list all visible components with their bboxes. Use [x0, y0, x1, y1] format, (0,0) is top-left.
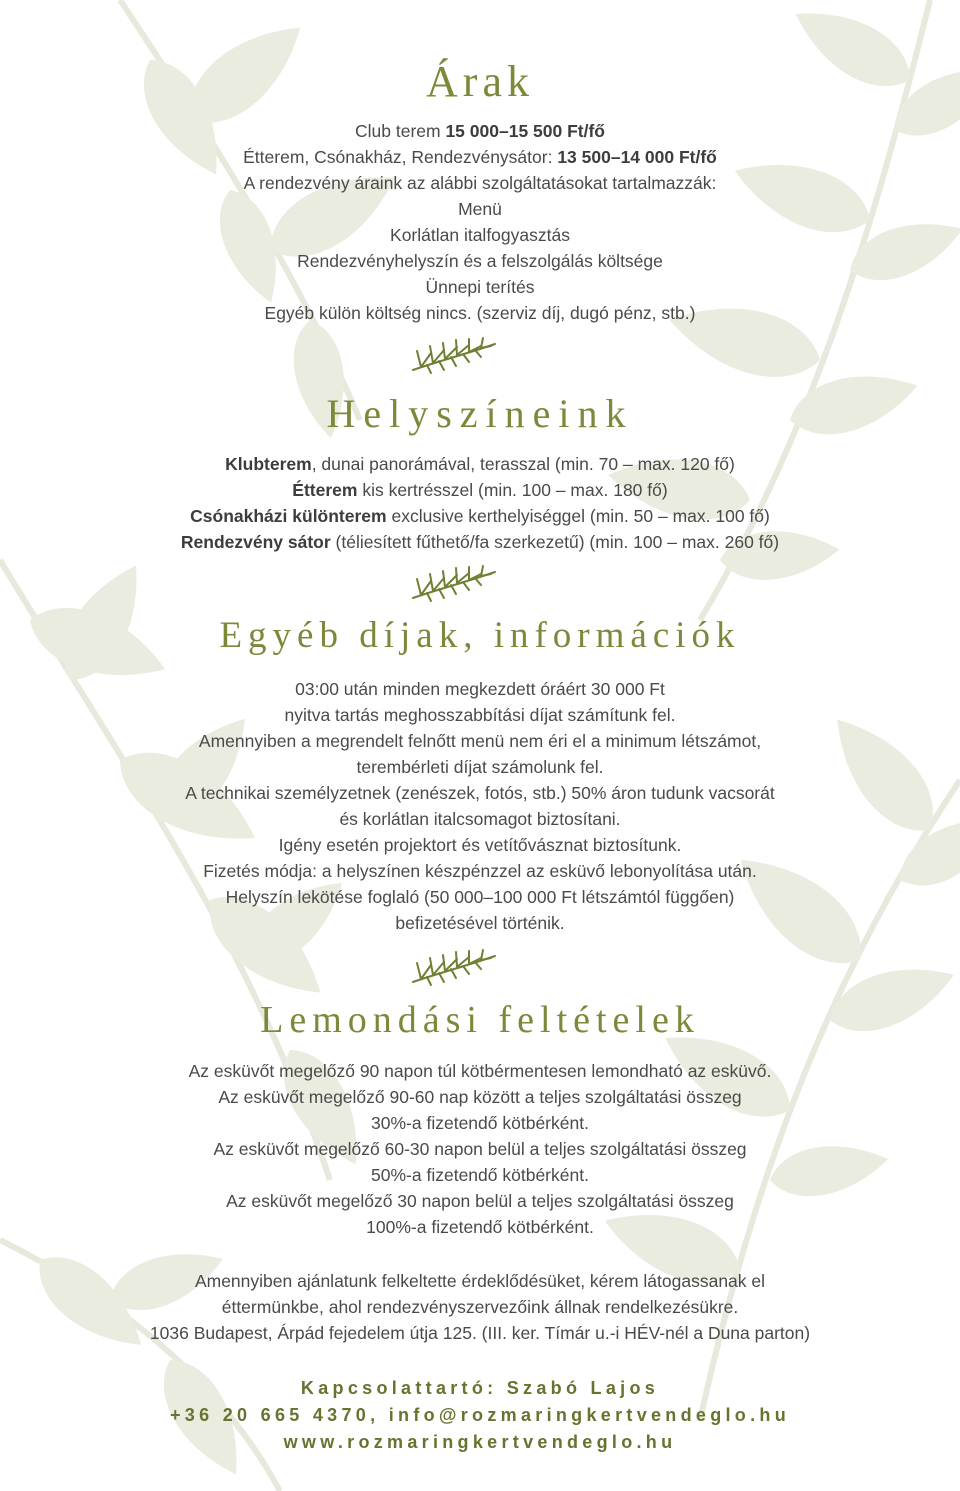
info-line: Az esküvőt megelőző 90-60 nap között a teljes szolgáltatási összeg: [218, 1087, 742, 1107]
closing-text: [0, 1268, 960, 1346]
info-line: A technikai személyzetnek (zenészek, fotós, stb.) 50% áron tudunk vacsorát: [185, 783, 775, 803]
cancellation-list: [0, 1058, 960, 1240]
section-title-egyeb: Egyéb díjak, információk: [219, 615, 741, 656]
price-line-etterem: Étterem, Csónakház, Rendezvénysátor: 13 500–14 000 Ft/fő: [243, 147, 717, 167]
info-line: Egyéb külön költség nincs. (szerviz díj, dugó pénz, stb.): [264, 303, 696, 323]
info-line: Rendezvényhelyszín és a felszolgálás költsége: [297, 251, 663, 271]
info-line: Helyszín lekötése foglaló (50 000–100 000 Ft létszámtól függően): [225, 887, 735, 907]
venue-line: Csónakházi különterem exclusive kerthelyiséggel (min. 50 – max. 100 fő): [190, 506, 770, 526]
info-line: befizetésével történik.: [395, 913, 565, 933]
venue-line: Rendezvény sátor (téliesített fűthető/fa szerkezetű) (min. 100 – max. 260 fő): [180, 532, 780, 552]
contact-phone-email[interactable]: +36 20 665 4370, info@rozmaringkertvendeglo.hu: [169, 1405, 790, 1425]
info-line: Az esküvőt megelőző 30 napon belül a teljes szolgáltatási összeg: [226, 1191, 734, 1211]
info-line: A rendezvény áraink az alábbi szolgáltatásokat tartalmazzák:: [243, 173, 717, 193]
venue-line: Klubterem, dunai panorámával, terasszal (min. 70 – max. 120 fő): [225, 454, 735, 474]
info-line: Ünnepi terítés: [425, 277, 535, 297]
info-line: Menü: [458, 199, 502, 219]
info-line: 50%-a fizetendő kötbérként.: [371, 1165, 589, 1185]
rosemary-sprig-icon: [411, 948, 497, 988]
contact-person: Kapcsolattartó: Szabó Lajos: [300, 1378, 660, 1398]
info-line: Igény esetén projektort és vetítővásznat biztosítunk.: [278, 835, 682, 855]
info-line: és korlátlan italcsomagot biztosítani.: [339, 809, 621, 829]
rosemary-sprig-icon: [411, 564, 497, 604]
venue-line: Étterem kis kertrésszel (min. 100 – max. 180 fő): [292, 480, 668, 500]
info-line: 03:00 után minden megkezdett óráért 30 000 Ft: [295, 679, 665, 699]
section-title-arak: Árak: [426, 57, 534, 106]
prices-list: [0, 118, 960, 326]
venues-list: [0, 451, 960, 555]
info-line: 30%-a fizetendő kötbérként.: [371, 1113, 589, 1133]
info-line: Amennyiben a megrendelt felnőtt menü nem éri el a minimum létszámot,: [198, 731, 762, 751]
address-line: 1036 Budapest, Árpád fejedelem útja 125. (III. ker. Tímár u.-i HÉV-nél a Duna parton): [149, 1323, 811, 1343]
info-line: Fizetés módja: a helyszínen készpénzzel az esküvő lebonyolítása után.: [203, 861, 757, 881]
info-line: Az esküvőt megelőző 90 napon túl kötbérmentesen lemondható az esküvő.: [188, 1061, 772, 1081]
info-line: 100%-a fizetendő kötbérként.: [366, 1217, 594, 1237]
info-line: nyitva tartás meghosszabbítási díjat számítunk fel.: [284, 705, 676, 725]
website-link[interactable]: www.rozmaringkertvendeglo.hu: [283, 1432, 677, 1452]
info-line: terembérleti díjat számolunk fel.: [356, 757, 604, 777]
section-title-helyszineink: Helyszíneink: [326, 391, 634, 436]
info-line: Korlátlan italfogyasztás: [390, 225, 570, 245]
info-line: éttermünkbe, ahol rendezvényszervezőink állnak rendelkezésükre.: [221, 1297, 739, 1317]
info-line: Az esküvőt megelőző 60-30 napon belül a teljes szolgáltatási összeg: [213, 1139, 747, 1159]
fees-list: [0, 676, 960, 936]
section-title-lemondasi: Lemondási feltételek: [260, 999, 700, 1041]
info-line: Amennyiben ajánlatunk felkeltette érdeklődésüket, kérem látogassanak el: [194, 1271, 766, 1291]
rosemary-sprig-icon: [411, 336, 497, 376]
price-line-club: Club terem 15 000–15 500 Ft/fő: [355, 121, 605, 141]
